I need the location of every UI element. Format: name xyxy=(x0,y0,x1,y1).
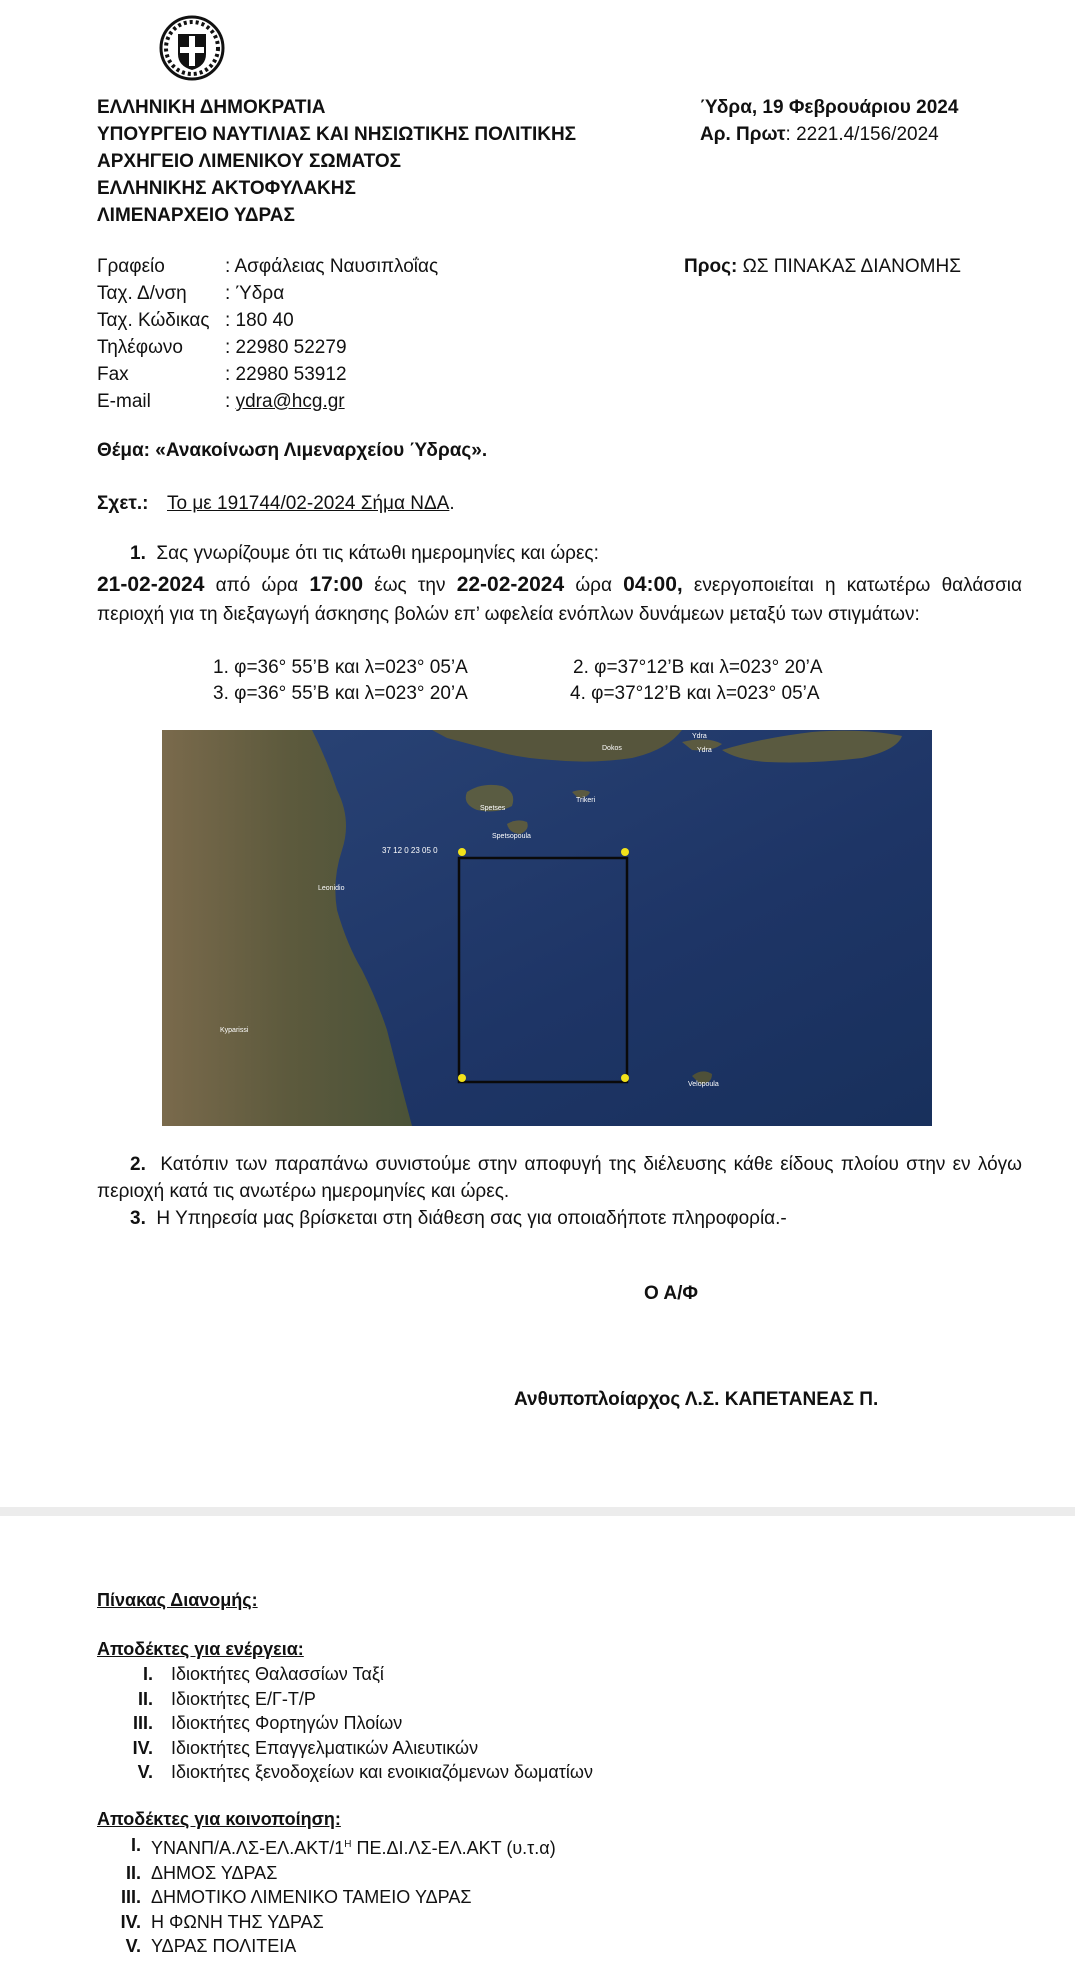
org-line: ΕΛΛΗΝΙΚΗΣ ΑΚΤΟΦΥΛΑΚΗΣ xyxy=(97,178,356,199)
map-pin-nw xyxy=(458,848,466,856)
list-text-main: ΥΝΑΝΠ/Α.ΛΣ-ΕΛ.ΑΚΤ/1 xyxy=(151,1838,345,1858)
time-end: 04:00, xyxy=(623,573,683,596)
notify-recipients-list xyxy=(97,1833,556,1959)
list-item xyxy=(97,1934,556,1959)
action-recipients-title: Αποδέκτες για ενέργεια: xyxy=(97,1639,304,1659)
paragraph-number: 1. xyxy=(130,543,146,564)
paragraph-3 xyxy=(130,1205,787,1232)
contact-row xyxy=(97,307,438,334)
time-start: 17:00 xyxy=(309,573,364,596)
list-item xyxy=(97,1662,593,1687)
to-label: Προς: xyxy=(684,256,738,277)
reference-text: Το με 191744/02-2024 Σήμα ΝΔΑ xyxy=(167,493,450,514)
list-text: ΔΗΜΟΤΙΚΟ ΛΙΜΕΝΙΚΟ ΤΑΜΕΙΟ ΥΔΡΑΣ xyxy=(151,1887,472,1907)
list-text-sup: Η xyxy=(344,1839,352,1850)
org-line: ΥΠΟΥΡΓΕΙΟ ΝΑΥΤΙΛΙΑΣ ΚΑΙ ΝΗΣΙΩΤΙΚΗΣ ΠΟΛΙΤΙΚΗΣ xyxy=(97,124,577,145)
list-number: V. xyxy=(125,1936,141,1956)
text-hour: ώρα xyxy=(564,575,624,596)
signature-name: Ανθυποπλοίαρχος Λ.Σ. ΚΑΠΕΤΑΝΕΑΣ Π. xyxy=(514,1389,879,1410)
protocol-value: : 2221.4/156/2024 xyxy=(785,124,939,145)
email-prefix: : xyxy=(225,391,236,412)
list-text-tail: ΠΕ.ΔΙ.ΛΣ-ΕΛ.ΑΚΤ (υ.τ.α) xyxy=(351,1838,556,1858)
header-date-protocol xyxy=(700,94,958,148)
list-number: I. xyxy=(142,1664,153,1684)
contact-value: : 180 40 xyxy=(225,310,294,331)
map-label-marker: 37 12 0 23 05 0 xyxy=(382,846,438,855)
recipient xyxy=(684,253,961,280)
paragraph-2 xyxy=(97,1151,1022,1205)
map-label-ydra: Ydra xyxy=(692,733,707,740)
coordinate-point-2: 2. φ=37°12’Β και λ=023° 20’Α xyxy=(573,657,823,678)
list-text: Ιδιοκτήτες Επαγγελματικών Αλιευτικών xyxy=(171,1737,479,1758)
reference-label: Σχετ.: xyxy=(97,493,149,514)
text-until: έως την xyxy=(363,575,457,596)
map-pin-sw xyxy=(458,1074,466,1082)
page-break xyxy=(0,1507,1075,1516)
greek-coat-of-arms-icon xyxy=(159,14,225,82)
list-number: II. xyxy=(125,1862,141,1883)
map-label-velopoula: Velopoula xyxy=(688,1081,719,1088)
text-from: από ώρα xyxy=(204,575,310,596)
org-line: ΕΛΛΗΝΙΚΗ ΔΗΜΟΚΡΑΤΙΑ xyxy=(97,97,326,118)
list-text: Ιδιοκτήτες Ε/Γ-Τ/Ρ xyxy=(171,1688,316,1709)
map-label-ydra-town: Ydra xyxy=(697,747,712,754)
contact-details xyxy=(97,253,438,415)
contact-row xyxy=(97,253,438,280)
list-text: Ιδιοκτήτες Φορτηγών Πλοίων xyxy=(171,1713,403,1733)
org-line: ΛΙΜΕΝΑΡΧΕΙΟ ΥΔΡΑΣ xyxy=(97,205,295,226)
contact-label: Fax xyxy=(97,364,129,385)
contact-value: : 22980 53912 xyxy=(225,364,347,385)
list-text: ΥΔΡΑΣ ΠΟΛΙΤΕΙΑ xyxy=(151,1936,297,1956)
email-label: E-mail xyxy=(97,391,151,412)
list-item xyxy=(97,1861,556,1886)
list-text: Ιδιοκτήτες ξενοδοχείων και ενοικιαζόμενων δωματίων xyxy=(171,1762,593,1782)
paragraph-2-text: Κατόπιν των παραπάνω συνιστούμε στην αποφυγή της διέλευσης κάθε είδους πλοίου στην εν λόγω περιοχή κατά τις ανωτέρω ημερομηνίες και ώρες. xyxy=(97,1154,1023,1202)
paragraph-1-intro xyxy=(130,540,599,567)
map-label-spetsopoula: Spetsopoula xyxy=(492,833,531,840)
contact-row-email xyxy=(97,388,438,415)
list-text: Η ΦΩΝΗ ΤΗΣ ΥΔΡΑΣ xyxy=(151,1911,324,1932)
list-item xyxy=(97,1885,556,1910)
map-pin-se xyxy=(621,1074,629,1082)
list-item xyxy=(97,1910,556,1935)
map-label-leonidio: Leonidio xyxy=(318,885,345,892)
action-recipients-list xyxy=(97,1662,593,1785)
date-end: 22-02-2024 xyxy=(456,573,565,596)
contact-row xyxy=(97,280,438,307)
paragraph-1-rest: ενεργοποιείται η κατωτέρω θαλάσσια περιοχή για τη διεξαγωγή άσκησης βολών επ’ ωφελεία ενόπλων δυνάμεων μεταξύ των στιγμάτων: xyxy=(97,575,1022,625)
list-number: IV. xyxy=(132,1737,153,1758)
notify-recipients-title: Αποδέκτες για κοινοποίηση: xyxy=(97,1809,341,1829)
satellite-map xyxy=(162,730,932,1126)
paragraph-1-intro-text: Σας γνωρίζουμε ότι τις κάτωθι ημερομηνίες και ώρες: xyxy=(156,543,599,564)
coordinate-point-3: 3. φ=36° 55’Β και λ=023° 20’Α xyxy=(213,683,468,704)
list-item xyxy=(97,1687,593,1712)
map-label-dokos: Dokos xyxy=(602,745,622,752)
list-number: IV. xyxy=(120,1911,141,1932)
reference-suffix: . xyxy=(449,493,455,514)
list-number: II. xyxy=(137,1688,153,1709)
list-text: Ιδιοκτήτες Θαλασσίων Ταξί xyxy=(171,1664,384,1684)
map-pin-ne xyxy=(621,848,629,856)
list-number: III. xyxy=(132,1713,153,1733)
signature-title: Ο Α/Φ xyxy=(644,1283,698,1304)
coordinate-point-4: 4. φ=37°12’Β και λ=023° 05’Α xyxy=(570,683,820,704)
map-label-spetses: Spetses xyxy=(480,805,506,812)
date-start: 21-02-2024 xyxy=(97,573,205,596)
paragraph-number: 3. xyxy=(130,1208,146,1229)
map-graphic xyxy=(162,730,932,1126)
list-text xyxy=(151,1833,556,1861)
protocol-label: Αρ. Πρωτ xyxy=(700,124,786,145)
distribution-title: Πίνακας Διανομής: xyxy=(97,1590,258,1610)
contact-label: Ταχ. Δ/νση xyxy=(97,283,187,304)
emblem xyxy=(159,14,225,82)
protocol-number xyxy=(700,121,958,148)
reference xyxy=(97,490,455,517)
coordinate-point-1: 1. φ=36° 55’Β και λ=023° 05’Α xyxy=(213,657,468,678)
list-item xyxy=(97,1833,556,1861)
list-item xyxy=(97,1736,593,1761)
list-number: III. xyxy=(120,1887,141,1907)
paragraph-1-body xyxy=(97,570,1022,629)
list-number: V. xyxy=(137,1762,153,1782)
subject: Θέμα: «Ανακοίνωση Λιμεναρχείου Ύδρας». xyxy=(97,440,488,461)
map-label-trikeri: Trikeri xyxy=(576,797,596,804)
place-date: Ύδρα, 19 Φεβρουάριου 2024 xyxy=(700,97,959,118)
header-organization xyxy=(97,94,576,229)
to-value: ΩΣ ΠΙΝΑΚΑΣ ΔΙΑΝΟΜΗΣ xyxy=(737,256,961,277)
map-label-kyparissi: Kyparissi xyxy=(220,1027,249,1034)
paragraph-number: 2. xyxy=(130,1154,146,1175)
email-link[interactable]: ydra@hcg.gr xyxy=(235,391,345,412)
contact-value: : 22980 52279 xyxy=(225,337,347,358)
contact-value: : Ασφάλειας Ναυσιπλοΐας xyxy=(225,256,439,277)
contact-row xyxy=(97,361,438,388)
contact-row xyxy=(97,334,438,361)
list-number: I. xyxy=(130,1835,141,1855)
contact-label: Γραφείο xyxy=(97,256,165,277)
contact-value: : Ύδρα xyxy=(225,283,285,304)
list-item xyxy=(97,1711,593,1736)
contact-label: Τηλέφωνο xyxy=(97,337,183,358)
list-text: ΔΗΜΟΣ ΥΔΡΑΣ xyxy=(151,1862,278,1883)
contact-label: Ταχ. Κώδικας xyxy=(97,310,210,331)
list-item xyxy=(97,1760,593,1785)
paragraph-3-text: Η Υπηρεσία μας βρίσκεται στη διάθεση σας για οποιαδήποτε πληροφορία.- xyxy=(156,1208,787,1229)
org-line: ΑΡΧΗΓΕΙΟ ΛΙΜΕΝΙΚΟΥ ΣΩΜΑΤΟΣ xyxy=(97,151,402,172)
